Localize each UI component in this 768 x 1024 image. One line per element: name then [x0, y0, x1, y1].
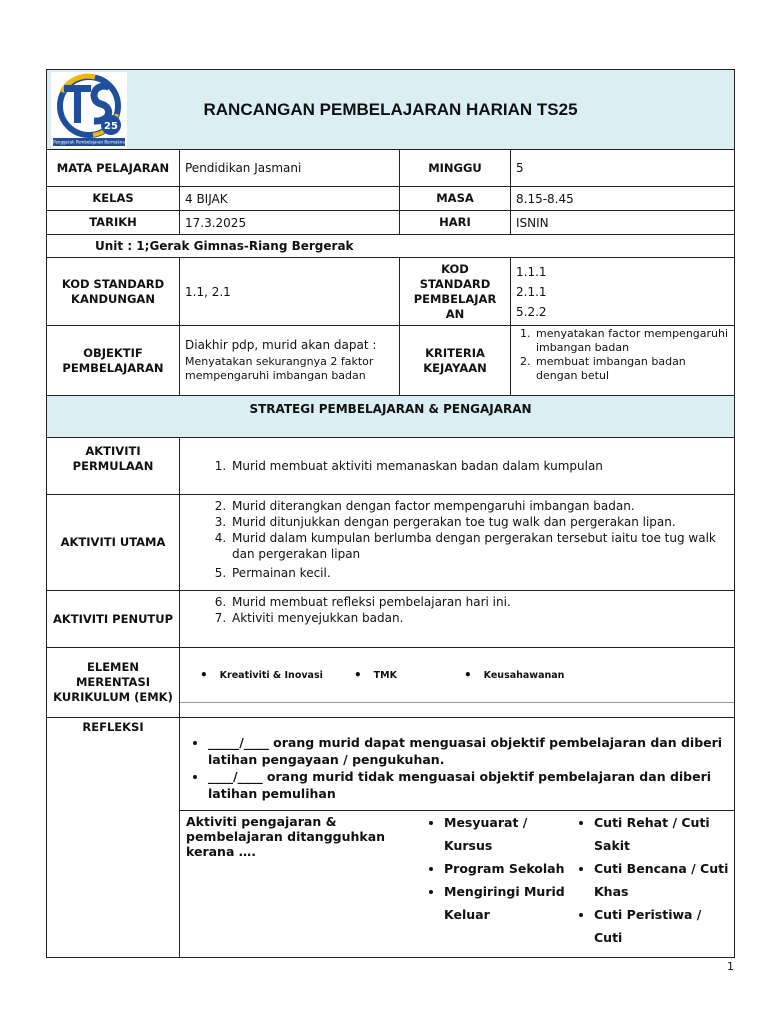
reason-item: • Mengiringi Murid Keluar: [444, 880, 574, 926]
reason-item: • Cuti Peristiwa / Cuti: [594, 903, 734, 949]
reason-item: • Mesyuarat / Kursus: [444, 811, 574, 857]
aktiviti-utama-cell: [180, 495, 735, 591]
activity-item: 5. Permainan kecil.: [230, 565, 729, 581]
refleksi-item: • ____/____ orang murid tidak menguasai objektif pembelajaran dan diberi latihan pemulihan: [208, 768, 728, 802]
tarikh-label: TARIKH: [47, 211, 180, 235]
masa-value: 8.15-8.45: [511, 187, 735, 211]
hari-value: ISNIN: [511, 211, 735, 235]
activity-item: 6. Murid membuat refleksi pembelajaran hari ini.: [230, 594, 729, 610]
lesson-plan-table: [46, 69, 735, 958]
ksp-value: 1.1.1: [516, 264, 547, 279]
emk-label: ELEMEN MERENTASI KURIKULUM (EMK): [47, 648, 180, 718]
mata-pelajaran-value: Pendidikan Jasmani: [180, 150, 400, 187]
lesson-plan-page: [46, 69, 734, 957]
activity-item: 3. Murid ditunjukkan dengan pergerakan toe tug walk dan pergerakan lipan.: [230, 514, 729, 530]
ksp-value: 2.1.1: [516, 284, 547, 299]
aktiviti-penutup-cell: [180, 591, 735, 648]
logo-caption: Penggerak Pembelajaran Bermakna: [53, 139, 125, 144]
masa-label: MASA: [400, 187, 511, 211]
kelas-value: 4 BIJAK: [180, 187, 400, 211]
kriteria-label: KRITERIA KEJAYAAN: [400, 326, 511, 396]
reason-item: • Program Sekolah: [444, 857, 574, 880]
activity-item: 7. Aktiviti menyejukkan badan.: [230, 610, 729, 626]
aktiviti-penutup-label: AKTIVITI PENUTUP: [47, 591, 180, 648]
aktiviti-utama-label: AKTIVITI UTAMA: [47, 495, 180, 591]
postponed-label: Aktiviti pengajaran & pembelajaran ditangguhkan kerana ….: [186, 814, 386, 859]
strategi-heading: STRATEGI PEMBELAJARAN & PENGAJARAN: [47, 396, 735, 438]
emk-item: • Kreativiti & Inovasi: [200, 648, 354, 702]
page-number: 1: [727, 960, 734, 973]
logo-number: 25: [104, 120, 118, 132]
emk-item: • TMK: [354, 648, 464, 702]
refleksi-cell: [180, 718, 735, 958]
reason-item: • Cuti Rehat / Cuti Sakit: [594, 811, 734, 857]
kriteria-item: 1. menyatakan factor mempengaruhi imbangan badan: [534, 327, 729, 355]
tarikh-value: 17.3.2025: [180, 211, 400, 235]
refleksi-item: • _____/____ orang murid dapat menguasai objektif pembelajaran dan diberi latihan pengayaan / pengukuhan.: [208, 734, 728, 768]
objektif-text: Menyatakan sekurangnya 2 faktor mempengaruhi imbangan badan: [185, 355, 374, 382]
hari-label: HARI: [400, 211, 511, 235]
header-cell: [47, 70, 735, 150]
activity-item: 4. Murid dalam kumpulan berlumba dengan pergerakan tersebut iaitu toe tug walk dan pergerakan lipan: [230, 530, 729, 562]
aktiviti-permulaan-label: AKTIVITI PERMULAAN: [47, 438, 180, 495]
emk-item: • Keusahawanan: [464, 648, 564, 702]
kod-standard-pembelajaran-values: [511, 258, 735, 326]
mata-pelajaran-label: MATA PELAJARAN: [47, 150, 180, 187]
minggu-label: MINGGU: [400, 150, 511, 187]
objektif-intro: Diakhir pdp, murid akan dapat :: [185, 338, 377, 352]
emk-cell: [180, 648, 735, 718]
page-title: RANCANGAN PEMBELAJARAN HARIAN TS25: [203, 99, 578, 119]
refleksi-label: REFLEKSI: [47, 718, 180, 958]
kelas-label: KELAS: [47, 187, 180, 211]
objektif-cell: [180, 326, 400, 396]
kod-standard-pembelajaran-label: KOD STANDARD PEMBELAJAR AN: [400, 258, 511, 326]
ts25-logo: [51, 72, 127, 148]
activity-item: 2. Murid diterangkan dengan factor mempengaruhi imbangan badan.: [230, 498, 729, 514]
aktiviti-permulaan-cell: [180, 438, 735, 495]
reason-item: • Cuti Bencana / Cuti Khas: [594, 857, 734, 903]
minggu-value: 5: [511, 150, 735, 187]
objektif-label: OBJEKTIF PEMBELAJARAN: [47, 326, 180, 396]
activity-item: 1. Murid membuat aktiviti memanaskan badan dalam kumpulan: [230, 458, 729, 474]
kriteria-cell: [511, 326, 735, 396]
kod-standard-kandungan-value: 1.1, 2.1: [180, 258, 400, 326]
kriteria-item: 2. membuat imbangan badan dengan betul: [534, 355, 729, 383]
unit-title: Unit : 1;Gerak Gimnas-Riang Bergerak: [47, 235, 735, 258]
ksp-value: 5.2.2: [516, 304, 547, 319]
kod-standard-kandungan-label: KOD STANDARD KANDUNGAN: [47, 258, 180, 326]
